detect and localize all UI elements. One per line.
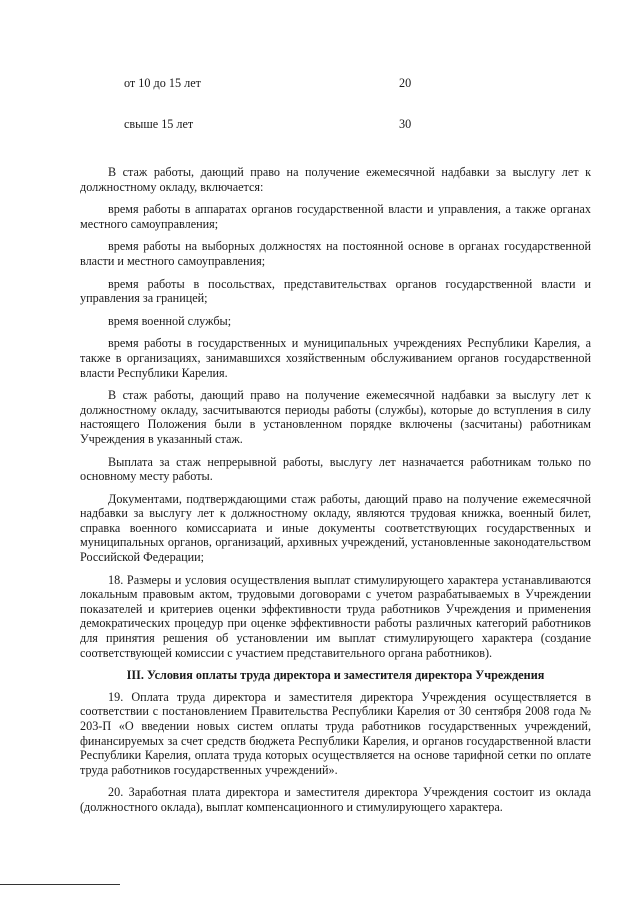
- seniority-row-10-15: [124, 76, 454, 92]
- seniority-label: от 10 до 15 лет: [124, 76, 201, 90]
- paragraph: 18. Размеры и условия осуществления выплат стимулирующего характера устанавливаются локальным правовым актом, трудовыми договорами с учетом разрабатываемых в Учреждении показателей и критериев оценки эффективности труда работников Учреждения и применения демократических процедур при оценке эффективности работы различных категорий работников для принятия решения об установлении им выплат стимулирующего характера (создание соответствующей комиссии с участием представительного органа работников).: [80, 572, 591, 660]
- footnote-divider: [0, 884, 120, 885]
- paragraph: В стаж работы, дающий право на получение ежемесячной надбавки за выслугу лет к должностному окладу, включается:: [80, 165, 591, 194]
- seniority-label: свыше 15 лет: [124, 117, 194, 131]
- section-heading: III. Условия оплаты труда директора и заместителя директора Учреждения: [126, 668, 545, 683]
- paragraph: время работы на выборных должностях на постоянной основе в органах государственной власти и местного самоуправления;: [80, 239, 591, 268]
- paragraph: В стаж работы, дающий право на получение ежемесячной надбавки за выслугу лет к должностному окладу, засчитываются периоды работы (службы), которые до вступления в силу настоящего Положения были в установленном порядке включены (засчитаны) работникам Учреждения в указанный стаж.: [80, 388, 591, 446]
- paragraph: Документами, подтверждающими стаж работы, дающий право на получение ежемесячной надбавки за выслугу лет к должностному окладу, являются трудовая книжка, военный билет, справка военного комиссариата и иные документы соответствующих государственных и муниципальных органов, организаций, архивных учреждений, установленные законодательством Российской Федерации;: [80, 491, 591, 565]
- seniority-row-over-15: [124, 117, 454, 133]
- seniority-percent: 30: [399, 117, 412, 131]
- paragraph: время военной службы;: [108, 313, 232, 328]
- document-body: [80, 165, 591, 823]
- paragraph: Выплата за стаж непрерывной работы, выслугу лет назначается работникам только по основному месту работы.: [80, 454, 591, 484]
- paragraph: время работы в аппаратах органов государственной власти и управления, а также органах местного самоуправления;: [80, 202, 591, 231]
- seniority-percent: 20: [399, 76, 412, 90]
- paragraph: время работы в посольствах, представительствах органов государственной власти и управления за границей;: [80, 276, 591, 306]
- paragraph: 20. Заработная плата директора и заместителя директора Учреждения состоит из оклада (должностного оклада), выплат компенсационного и стимулирующего характера.: [80, 785, 591, 814]
- paragraph: 19. Оплата труда директора и заместителя директора Учреждения осуществляется в соответствии с постановлением Правительства Республики Карелия от 30 сентября 2008 года № 203-П «О введении новых систем оплаты труда работников государственных учреждений, финансируемых за счет средств бюджета Республики Карелия, и органов государственной власти Республики Карелия, оплата труда которых осуществляется на основе тарифной сетки по оплате труда работников государственных учреждений».: [80, 689, 591, 777]
- paragraph: время работы в государственных и муниципальных учреждениях Республики Карелия, а также в организациях, занимавшихся хозяйственным обслуживанием органов государственной власти Республики Карелия.: [80, 336, 591, 380]
